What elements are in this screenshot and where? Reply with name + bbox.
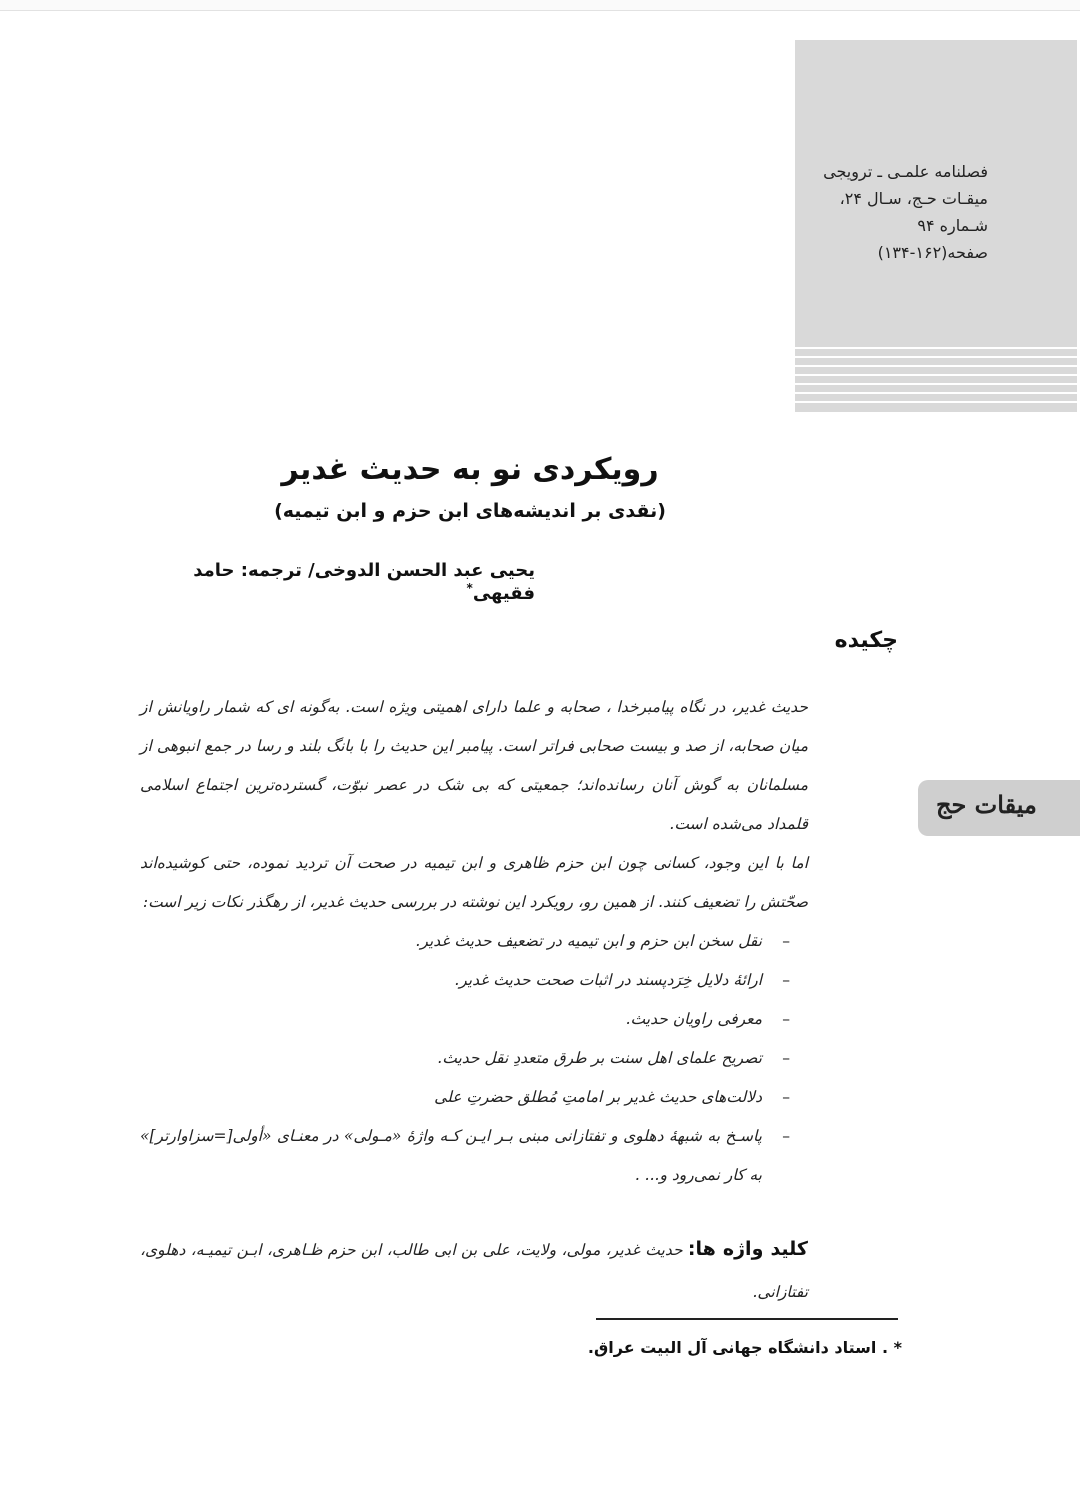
journal-line-type: فصلنامه علمـی ـ ترویجی [823,162,988,181]
journal-line-volume: میقـات حـج، سـال ۲۴، [839,189,988,208]
side-tab-label: میقات حج [936,790,1037,819]
article-title: رویکردی نو به حدیث غدیر [281,452,659,487]
journal-line-pages: صفحه(۱۶۲-۱۳۴) [877,243,988,262]
keywords-label: کلید واژه ها: [687,1238,808,1260]
top-border [0,0,1080,11]
footnote-text: . استاد دانشگاه جهانی آل البیت عراق. [587,1338,889,1357]
abstract-bullet: – دلالت‌های حدیث غدیر بر امامتِ مُطلق حضرتِ علی [140,1078,808,1117]
keywords-text: حدیث غدیر، مولی، ولایت، علی بن ابی طالب، ابن حزم ظـاهری، ابـن تیمیـه، دهلوی، تفتازانی. [140,1241,808,1301]
keywords [140,1228,808,1313]
abstract-heading: چکیده [834,628,898,653]
abstract-bullet: – پاسـخ به شبههٔ دهلوی و تفتازانی مبنی بـر ایـن کـه واژهٔ «مـولی» در معنـای «أولی[=سزاوارتر]» به کار نمی‌رود و... . [140,1117,808,1195]
abstract-bullet: – ارائهٔ دلایل خِرَدپسند در اثبات صحت حدیث غدیر. [140,961,808,1000]
journal-line-issue: شـماره ۹۴ [917,216,988,235]
article-authors [150,560,535,604]
abstract-bullet: – تصریح علمای اهل سنت بر طرق متعددِ نقل حدیث. [140,1039,808,1078]
abstract-paragraph: اما با این وجود، کسانی چون ابن حزم ظاهری و ابن تیمیه در صحت آن تردید نموده، حتی کوشیده‌اند صحّتش را تضعیف کنند. از همین رو، رویکرد این نوشته در بررسی حدیث غدیر، از رهگذر نکات زیر است: [140,854,808,911]
authors-text: یحیی عبد الحسن الدوخی/ ترجمه: حامد فقیهی [193,560,535,604]
author-footnote-mark: * [466,581,473,595]
decorative-lines [795,347,1077,410]
abstract-bullet: – نقل سخن ابن حزم و ابن تیمیه در تضعیف حدیث غدیر. [140,922,808,961]
footnote [560,1338,902,1357]
footnote-mark: * [893,1338,902,1357]
abstract-body [140,688,808,1195]
journal-info [788,158,988,266]
abstract-paragraph: حدیث غدیر، در نگاه پیامبرخدا ، صحابه و علما دارای اهمیتی ویژه است. به‌گونه ای که شمار راویانش از میان صحابه، از صد و بیست صحابی فراتر است. پیامبر این حدیث را با بانگ بلند و رسا در جمع انبوهی از مسلمانان به گوش آنان رسانده‌اند؛ جمعیتی که بی شک در عصر نبوّت، گسترده‌ترین اجتماع اسلامی قلمداد می‌شده است. [140,698,808,833]
footnote-divider [596,1318,898,1320]
side-tab [918,780,1080,836]
abstract-bullet: – معرفی راویان حدیث. [140,1000,808,1039]
article-subtitle: (نقدی بر اندیشه‌های ابن حزم و ابن تیمیه) [274,500,666,522]
